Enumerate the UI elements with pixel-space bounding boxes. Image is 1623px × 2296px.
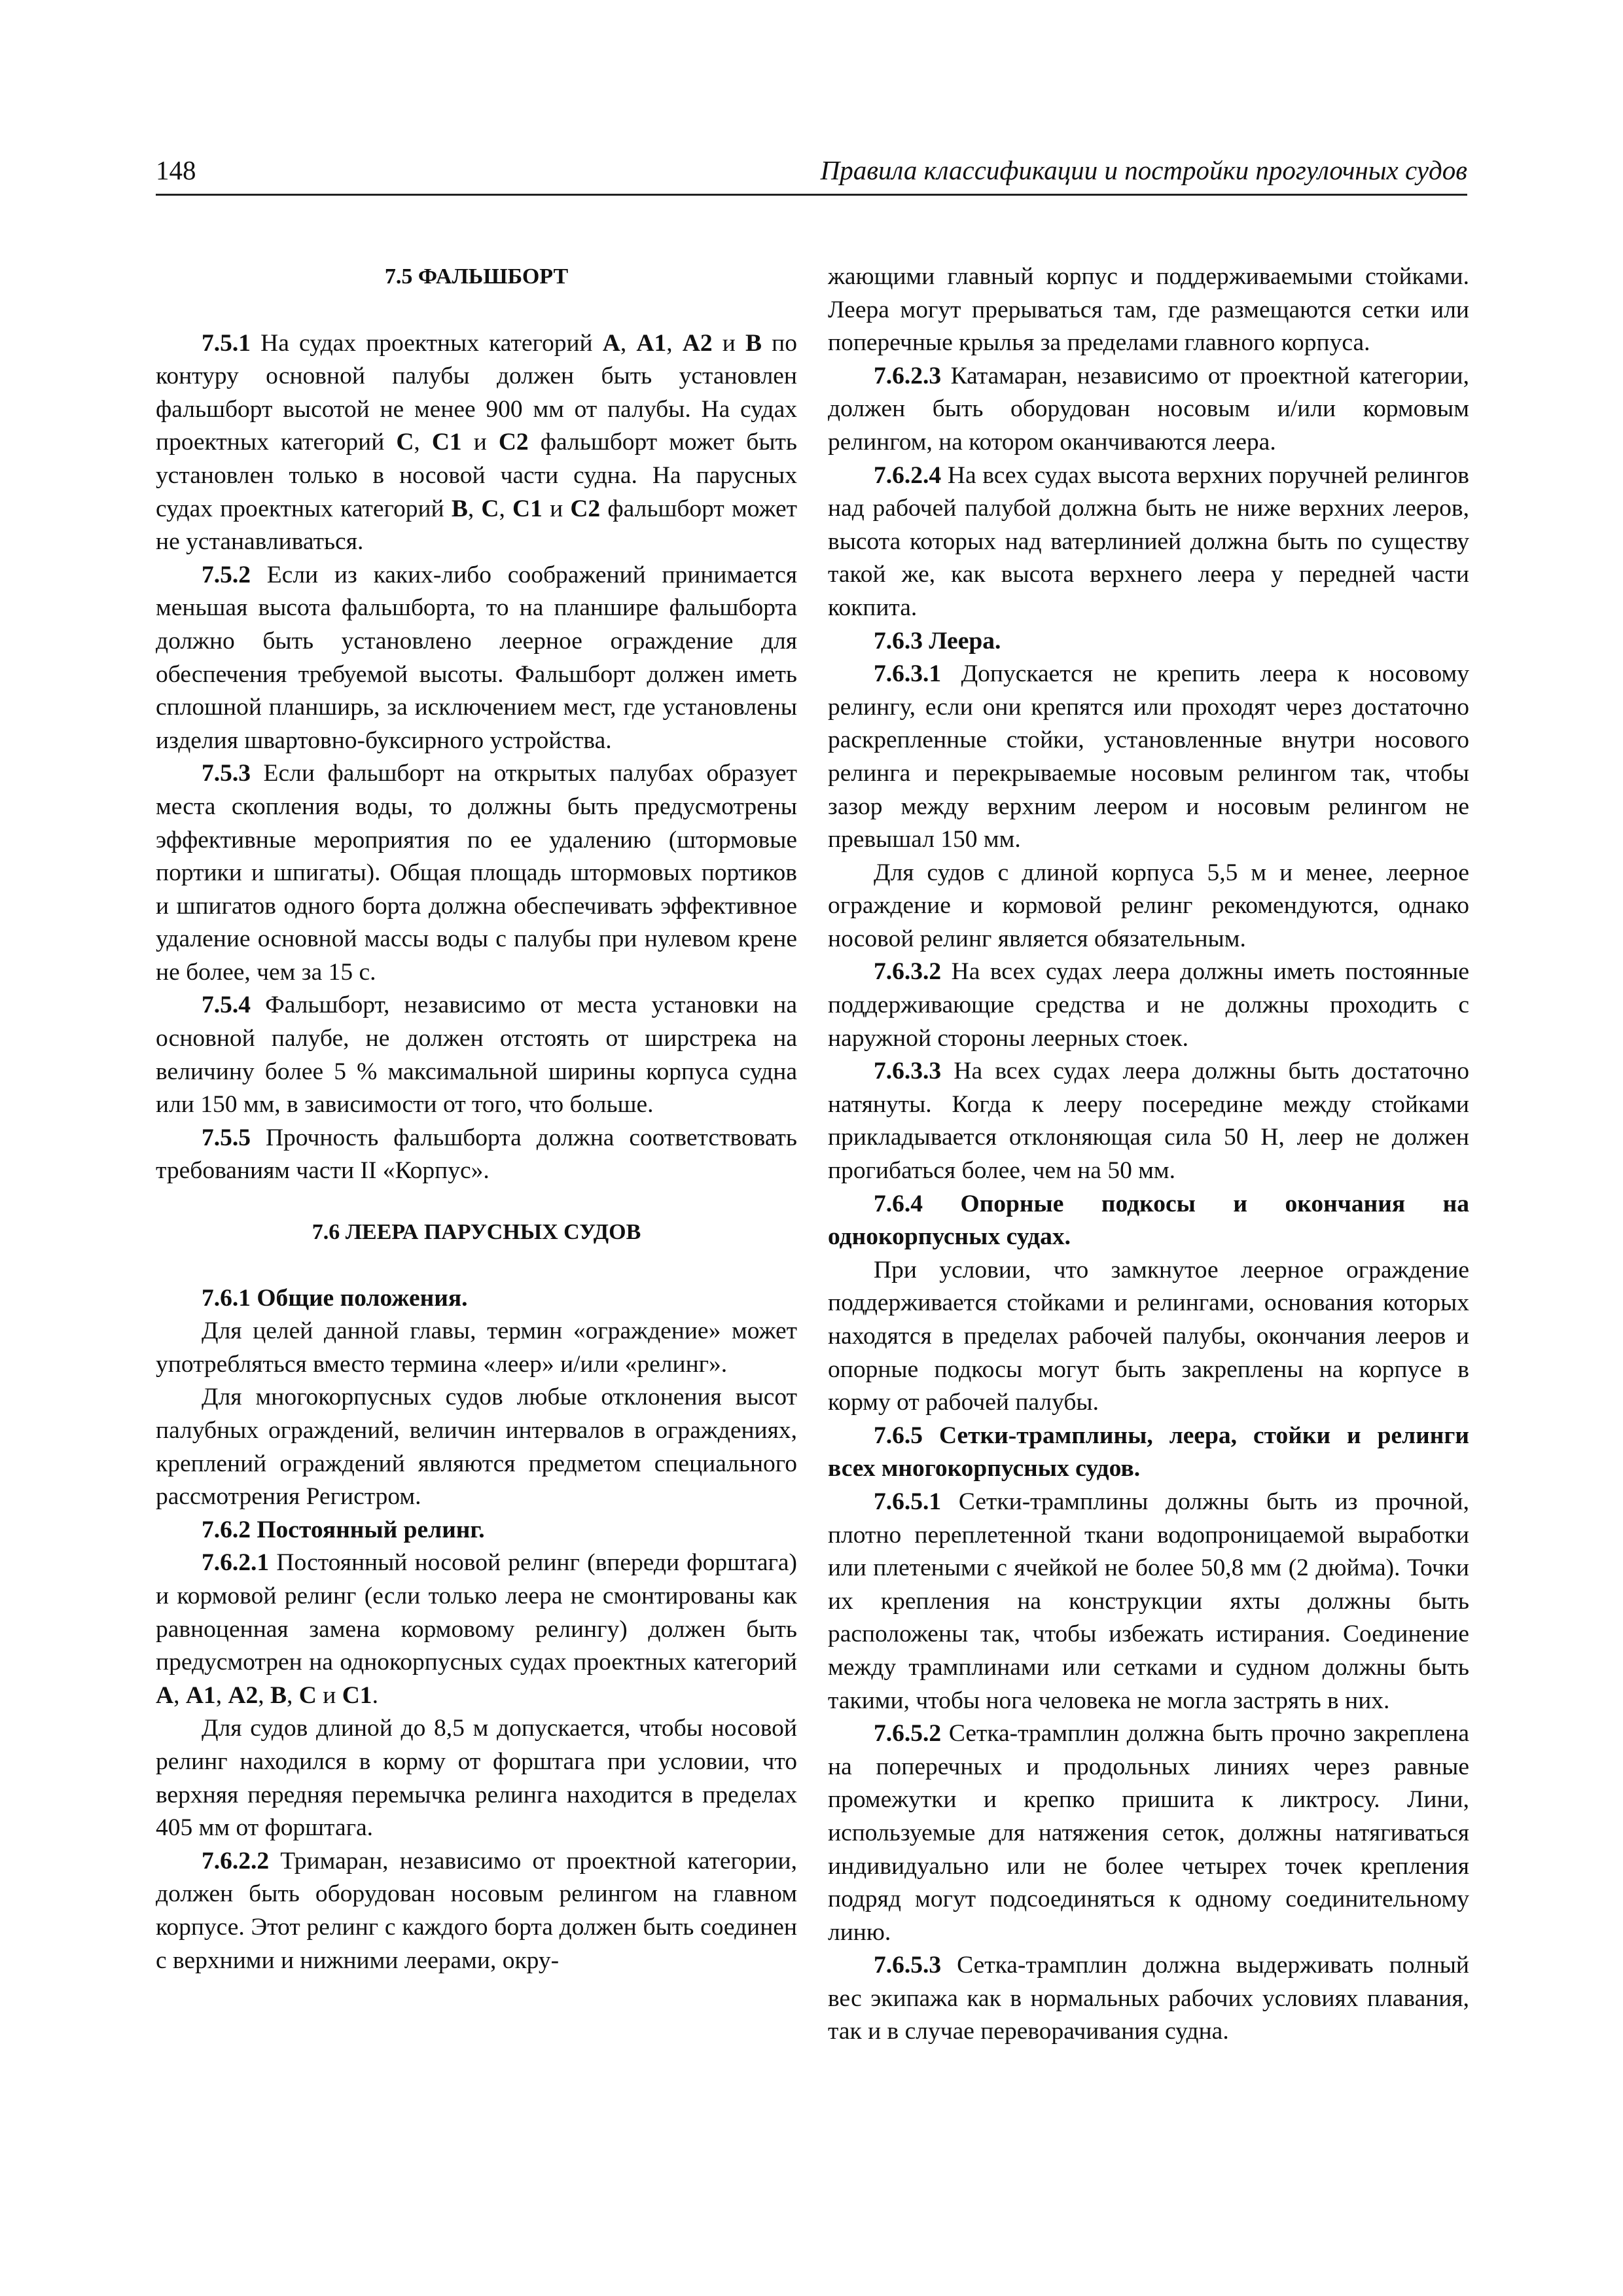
- clause-number: 7.6.3.2: [874, 958, 942, 986]
- paragraph-7-6-3-3: 7.6.3.3 На всех судах леера должны быть достаточно натянуты. Когда к лееру посередине между стойками прикладывается отклоняющая сила 50 Н, леер не должен прогибаться более, чем на 50 мм.: [828, 1058, 1469, 1185]
- paragraph-7-6-3-1: 7.6.3.1 Допускается не крепить леера к носовому релингу, если они крепятся или проходят через достаточно раскрепленные стойки, установленные внутри носового релинга и перекрываемые носовым релингом так, чтобы зазор между верхним леером и носовым релингом не превышал 150 мм.: [828, 660, 1469, 853]
- subheading-7-6-4: 7.6.4 Опорные подкосы и окончания на однокорпусных судах.: [828, 1190, 1469, 1251]
- clause-number: 7.5.3: [202, 760, 251, 787]
- clause-number: 7.6.5.1: [874, 1488, 942, 1515]
- paragraph-7-6-5-1: 7.6.5.1 Сетки-трамплины должны быть из прочной, плотно переплетенной ткани водопроницаемой выработки или плетеными с ячейкой не более 50,8 мм (2 дюйма). Точки их крепления на конструкции яхты должны быть расположены так, чтобы избежать истирания. Соединение между трамплинами или сетками и судном должны быть такими, чтобы нога человека не могла застрять в них.: [828, 1488, 1469, 1714]
- clause-number: 7.6.3.1: [874, 660, 942, 688]
- paragraph-7-6-2-1: 7.6.2.1 Постоянный носовой релинг (впереди форштага) и кормовой релинг (если только леера не смонтированы как равноценная замена кормовому релингу) должен быть предусмотрен на однокорпусных судах проектных категорий A, A1, A2, B, C и C1.: [156, 1549, 797, 1709]
- paragraph-7-5-4: 7.5.4 Фальшборт, независимо от места установки на основной палубе, не должен отстоять от ширстрека на величину более 5 % максимальной ширины корпуса судна или 150 мм, в зависимости от того, что больше.: [156, 992, 797, 1119]
- paragraph-7-6-4: При условии, что замкнутое леерное ограждение поддерживается стойками и релингами, основания которых находятся в пределах рабочей палубы, окончания лееров и опорные подкосы могут быть закреплены на корпусе в корму от рабочей палубы.: [828, 1256, 1469, 1416]
- paragraph-7-5-1: 7.5.1 На судах проектных категорий A, A1, A2 и B по контуру основной палубы должен быть установлен фальшборт высотой не менее 900 мм от палубы. На судах проектных категорий C, C1 и C2 фальшборт может быть установлен только в носовой части судна. На парусных судах проектных категорий B, C, C1 и C2 фальшборт может не устанавливаться.: [156, 329, 797, 556]
- paragraph-7-6-2-2: 7.6.2.2 Тримаран, независимо от проектной категории, должен быть оборудован носовым релингом на главном корпусе. Этот релинг с каждого борта должен быть соединен с верхними и нижними леерами, окру-: [156, 1847, 797, 1974]
- left-column: [156, 260, 797, 1977]
- paragraph-7-6-3-1-b: Для судов с длиной корпуса 5,5 м и менее, леерное ограждение и кормовой релинг рекомендуются, однако носовой релинг является обязательным.: [828, 859, 1469, 952]
- clause-number: 7.6.2.2: [202, 1847, 270, 1874]
- clause-number: 7.5.4: [202, 992, 251, 1019]
- page-header: [156, 154, 1467, 196]
- paragraph-7-6-1-b: Для многокорпусных судов любые отклонения высот палубных ограждений, величин интервалов в ограждениях, креплений ограждений являются предметом специального рассмотрения Регистром.: [156, 1384, 797, 1511]
- clause-number: 7.6.2.3: [874, 362, 942, 389]
- clause-number: 7.6.5.3: [874, 1952, 942, 1979]
- paragraph-7-6-5-3: 7.6.5.3 Сетка-трамплин должна выдерживать полный вес экипажа как в нормальных рабочих условиях плавания, так и в случае переворачивания судна.: [828, 1952, 1469, 2045]
- subheading-7-6-5: 7.6.5 Сетки-трамплины, леера, стойки и релинги всех многокорпусных судов.: [828, 1422, 1469, 1482]
- paragraph-7-5-5: 7.5.5 Прочность фальшборта должна соответствовать требованиям части II «Корпус».: [156, 1124, 797, 1185]
- clause-number: 7.5.2: [202, 561, 251, 588]
- subheading-7-6-3: 7.6.3 Леера.: [874, 627, 1001, 655]
- clause-number: 7.5.1: [202, 329, 251, 357]
- page-number: 148: [156, 155, 196, 185]
- section-heading-7-5: 7.5 ФАЛЬШБОРТ: [384, 264, 569, 289]
- paragraph-7-6-1-a: Для целей данной главы, термин «ограждение» может употребляться вместо термина «леер» и/или «релинг».: [156, 1318, 797, 1378]
- paragraph-7-5-3: 7.5.3 Если фальшборт на открытых палубах образует места скопления воды, то должны быть предусмотрены эффективные мероприятия по ее удалению (штормовые портики и шпигаты). Общая площадь штормовых портиков и шпигатов одного борта должна обеспечивать эффективное удаление основной массы воды с палубы при нулевом крене не более, чем за 15 с.: [156, 760, 797, 986]
- paragraph-7-6-2-2-continued: жающими главный корпус и поддерживаемыми стойками. Леера могут прерываться там, где размещаются сетки или поперечные крылья за пределами главного корпуса.: [828, 263, 1469, 357]
- section-heading-7-6: 7.6 ЛЕЕРА ПАРУСНЫХ СУДОВ: [312, 1220, 641, 1245]
- paragraph-7-6-3-2: 7.6.3.2 На всех судах леера должны иметь постоянные поддерживающие средства и не должны проходить с наружной стороны леерных стоек.: [828, 958, 1469, 1052]
- clause-number: 7.6.2.4: [874, 461, 942, 489]
- paragraph-7-6-2-1-b: Для судов длиной до 8,5 м допускается, чтобы носовой релинг находился в корму от форштага при условии, что верхняя передняя перемычка релинга находится в пределах 405 мм от форштага.: [156, 1715, 797, 1842]
- subheading-7-6-1: 7.6.1 Общие положения.: [202, 1284, 468, 1312]
- clause-number: 7.6.5.2: [874, 1720, 942, 1748]
- right-column: [828, 260, 1469, 2049]
- clause-number: 7.5.5: [202, 1124, 251, 1151]
- paragraph-7-5-2: 7.5.2 Если из каких-либо соображений принимается меньшая высота фальшборта, то на планшире фальшборта должно быть установлено леерное ограждение для обеспечения требуемой высоты. Фальшборт должен иметь сплошной планширь, за исключением мест, где установлены изделия швартовно-буксирного устройства.: [156, 561, 797, 754]
- subheading-7-6-2: 7.6.2 Постоянный релинг.: [202, 1516, 485, 1543]
- paragraph-7-6-5-2: 7.6.5.2 Сетка-трамплин должна быть прочно закреплена на поперечных и продольных линиях через равные промежутки и крепко пришита к ликтросу. Лини, используемые для натяжения сеток, должны натягиваться индивидуально или не более четырех точек крепления подряд могут подсоединяться к одному соединительному линю.: [828, 1720, 1469, 1946]
- clause-number: 7.6.3.3: [874, 1058, 942, 1085]
- clause-number: 7.6.2.1: [202, 1549, 270, 1577]
- running-title: Правила классификации и постройки прогулочных судов: [820, 155, 1467, 185]
- paragraph-7-6-2-4: 7.6.2.4 На всех судах высота верхних поручней релингов над рабочей палубой должна быть не ниже верхних лееров, высота которых над ватерлинией должна быть по существу такой же, как высота верхнего леера у передней части кокпита.: [828, 461, 1469, 621]
- paragraph-7-6-2-3: 7.6.2.3 Катамаран, независимо от проектной категории, должен быть оборудован носовым и/или кормовым релингом, на котором оканчиваются леера.: [828, 362, 1469, 456]
